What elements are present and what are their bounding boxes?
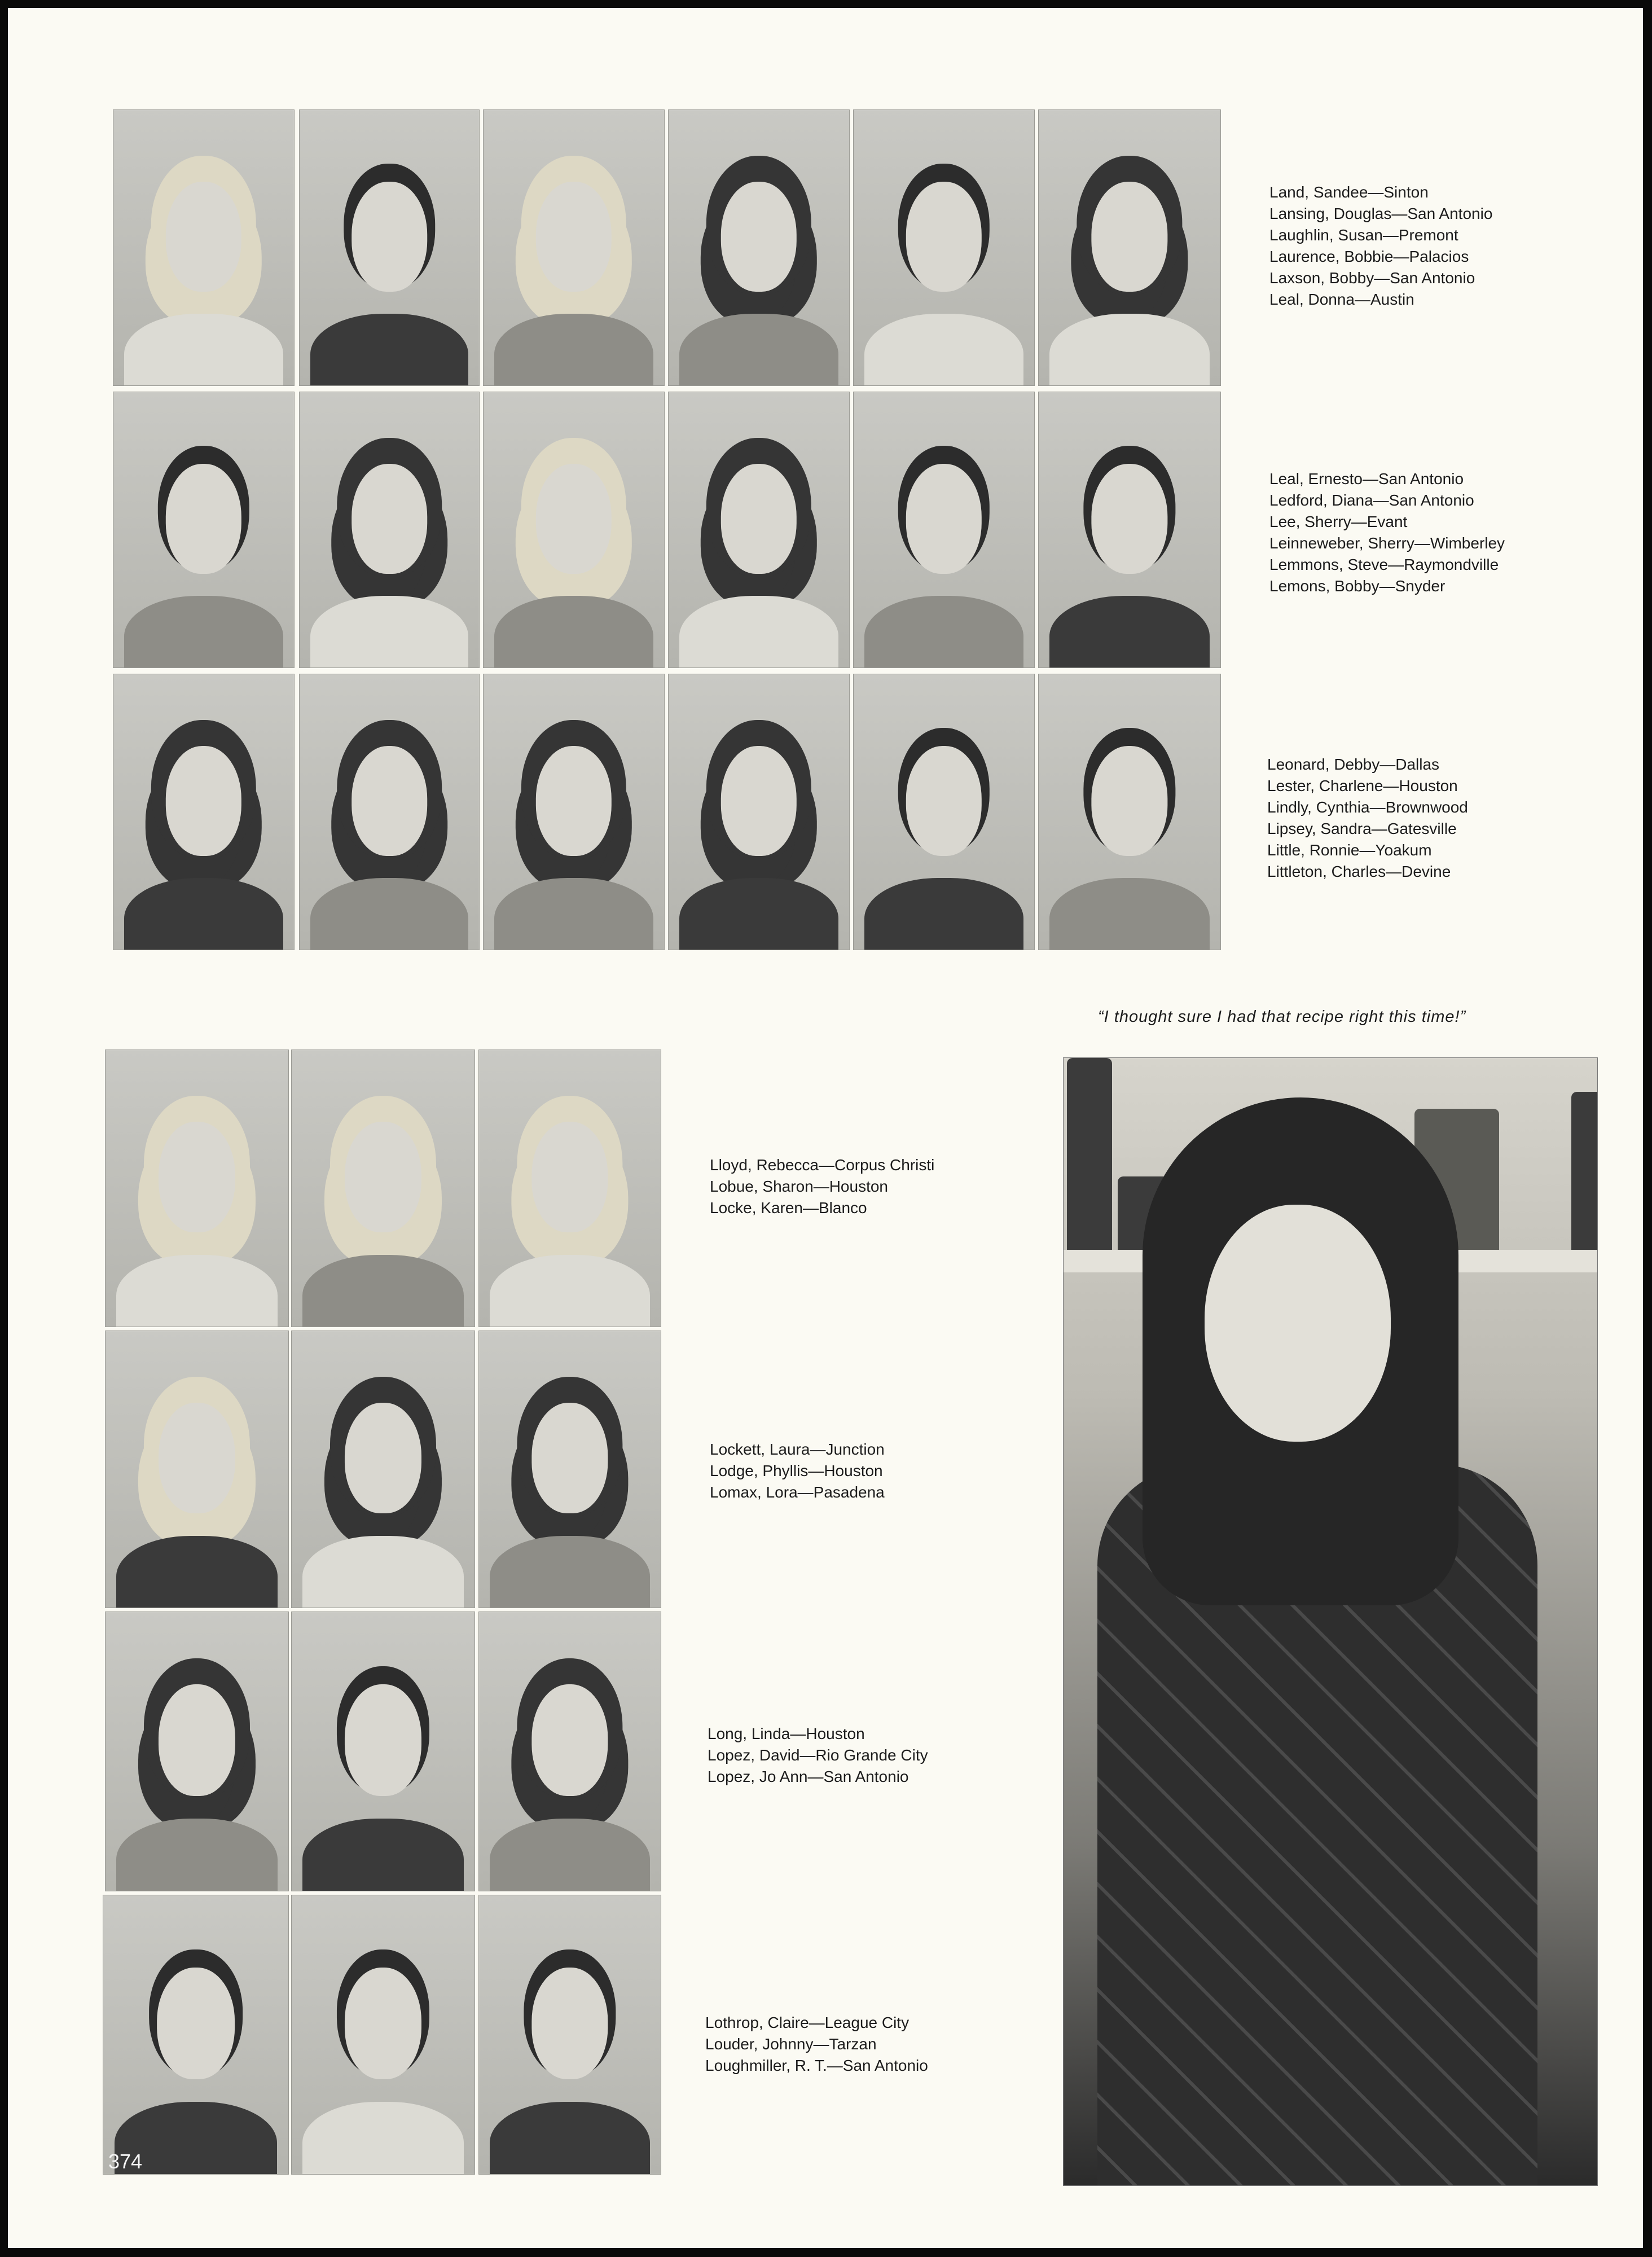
name-entry: Lockett, Laura—Junction (710, 1441, 885, 1458)
name-entry: Lodge, Phyllis—Houston (710, 1462, 883, 1479)
name-entry: Lopez, Jo Ann—San Antonio (708, 1768, 909, 1785)
portrait-lipsey-sandra (668, 674, 850, 950)
portrait-lothrop-claire (103, 1895, 289, 2175)
name-entry: Lopez, David—Rio Grande City (708, 1746, 928, 1764)
portrait-loughmiller-rt (478, 1895, 661, 2175)
portrait-lemons-bobby (1038, 392, 1221, 668)
portrait-laxson-bobby (853, 109, 1035, 386)
name-entry: Lemmons, Steve—Raymondville (1269, 556, 1499, 573)
portrait-lemmons-steve (853, 392, 1035, 668)
portrait-lobue-sharon (291, 1050, 475, 1327)
name-entry: Laurence, Bobbie—Palacios (1269, 248, 1469, 265)
page-number: 374 (108, 2150, 143, 2173)
portrait-lee-sherry (483, 392, 665, 668)
caption-bottom-row-3 (708, 1723, 928, 1788)
portrait-lodge-phyllis (291, 1331, 475, 1608)
yearbook-page (8, 8, 1643, 2248)
name-entry: Lindly, Cynthia—Brownwood (1267, 798, 1468, 816)
portrait-leal-donna (1038, 109, 1221, 386)
name-entry: Lomax, Lora—Pasadena (710, 1483, 885, 1501)
portrait-lester-charlene (299, 674, 480, 950)
name-entry: Lee, Sherry—Evant (1269, 513, 1408, 530)
portrait-laurence-bobbie (668, 109, 850, 386)
name-entry: Laughlin, Susan—Premont (1269, 226, 1458, 244)
portrait-lansing-douglas (299, 109, 480, 386)
name-entry: Lansing, Douglas—San Antonio (1269, 205, 1493, 222)
portrait-little-ronnie (853, 674, 1035, 950)
caption-bottom-row-1 (710, 1154, 934, 1219)
name-entry: Loughmiller, R. T.—San Antonio (705, 2057, 928, 2074)
candid-caption: “I thought sure I had that recipe right this time!” (1098, 1008, 1466, 1026)
caption-bottom-row-4 (705, 2012, 928, 2076)
name-entry: Long, Linda—Houston (708, 1725, 865, 1742)
name-entry: Littleton, Charles—Devine (1267, 863, 1451, 880)
portrait-louder-johnny (291, 1895, 475, 2175)
name-entry: Locke, Karen—Blanco (710, 1199, 867, 1217)
portrait-leinneweber-sherry (668, 392, 850, 668)
name-entry: Leonard, Debby—Dallas (1267, 756, 1440, 773)
name-entry: Lemons, Bobby—Snyder (1269, 577, 1446, 595)
portrait-ledford-diana (299, 392, 480, 668)
name-entry: Laxson, Bobby—San Antonio (1269, 269, 1475, 287)
name-entry: Leinneweber, Sherry—Wimberley (1269, 534, 1505, 552)
caption-top-row-3 (1267, 754, 1468, 882)
portrait-laughlin-susan (483, 109, 665, 386)
portrait-long-linda (105, 1611, 289, 1891)
candid-photo (1063, 1057, 1598, 2186)
portrait-locke-karen (478, 1050, 661, 1327)
bottle-shape (1067, 1058, 1112, 1267)
caption-bottom-row-2 (710, 1439, 885, 1503)
portrait-land-sandee (113, 109, 295, 386)
name-entry: Leal, Ernesto—San Antonio (1269, 470, 1464, 488)
portrait-lindly-cynthia (483, 674, 665, 950)
name-entry: Louder, Johnny—Tarzan (705, 2035, 877, 2053)
face (1205, 1205, 1391, 1442)
portrait-lloyd-rebecca (105, 1050, 289, 1327)
name-entry: Lipsey, Sandra—Gatesville (1267, 820, 1457, 837)
name-entry: Land, Sandee—Sinton (1269, 183, 1429, 201)
portrait-littleton-charles (1038, 674, 1221, 950)
name-entry: Ledford, Diana—San Antonio (1269, 491, 1474, 509)
portrait-leonard-debby (113, 674, 295, 950)
portrait-lopez-jo-ann (478, 1611, 661, 1891)
name-entry: Lloyd, Rebecca—Corpus Christi (710, 1156, 935, 1174)
name-entry: Lester, Charlene—Houston (1267, 777, 1458, 794)
name-entry: Little, Ronnie—Yoakum (1267, 841, 1432, 859)
name-entry: Leal, Donna—Austin (1269, 291, 1414, 308)
bottle-shape (1571, 1092, 1598, 1272)
portrait-lockett-laura (105, 1331, 289, 1608)
portrait-lopez-david (291, 1611, 475, 1891)
name-entry: Lobue, Sharon—Houston (710, 1178, 888, 1195)
name-entry: Lothrop, Claire—League City (705, 2014, 910, 2031)
caption-top-row-1 (1269, 182, 1492, 310)
portrait-lomax-lora (478, 1331, 661, 1608)
portrait-leal-ernesto (113, 392, 295, 668)
caption-top-row-2 (1269, 468, 1505, 597)
